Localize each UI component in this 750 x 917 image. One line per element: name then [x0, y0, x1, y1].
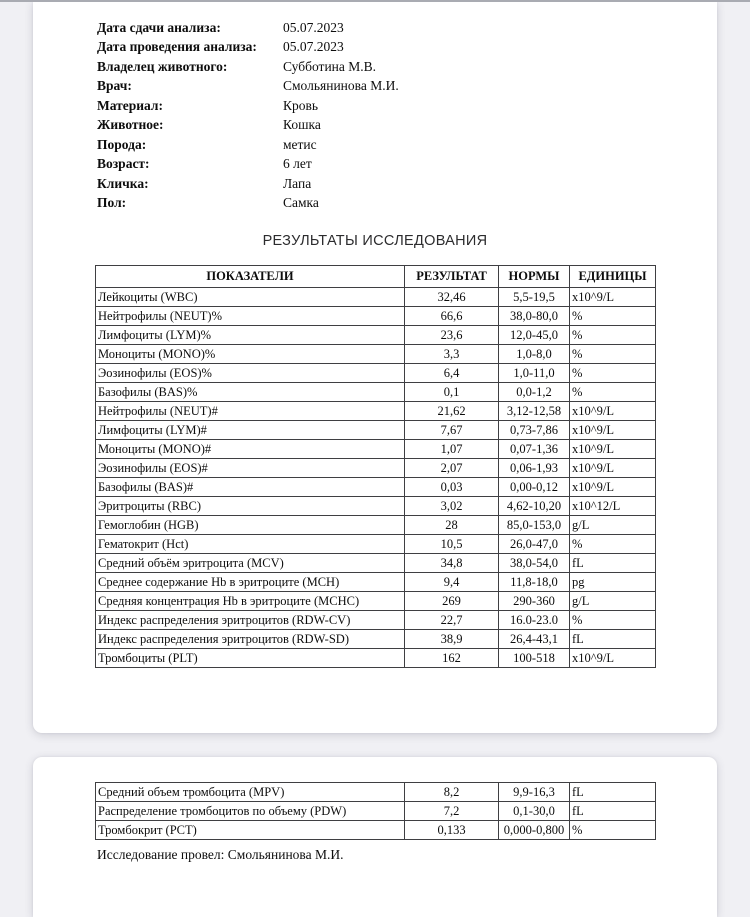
result-cell: 7,67 — [405, 421, 499, 440]
result-cell: 32,46 — [405, 288, 499, 307]
unit-cell: x10^9/L — [570, 478, 656, 497]
result-cell: 2,07 — [405, 459, 499, 478]
result-cell: 9,4 — [405, 573, 499, 592]
table-row — [96, 611, 656, 630]
info-label: Возраст: — [97, 156, 150, 172]
parameter-cell: Тромбоциты (PLT) — [96, 649, 405, 668]
norm-cell: 0,000-0,800 — [499, 821, 570, 840]
unit-cell: % — [570, 611, 656, 630]
parameter-cell: Эритроциты (RBC) — [96, 497, 405, 516]
parameter-cell: Лимфоциты (LYM)% — [96, 326, 405, 345]
unit-cell: x10^9/L — [570, 459, 656, 478]
info-row — [97, 77, 717, 97]
norm-cell: 38,0-80,0 — [499, 307, 570, 326]
unit-cell: g/L — [570, 516, 656, 535]
norm-cell: 38,0-54,0 — [499, 554, 570, 573]
result-cell: 22,7 — [405, 611, 499, 630]
info-value: Самка — [283, 195, 319, 211]
header-units: ЕДИНИЦЫ — [570, 266, 656, 288]
norm-cell: 1,0-11,0 — [499, 364, 570, 383]
info-label: Порода: — [97, 136, 147, 152]
table-row — [96, 288, 656, 307]
norm-cell: 5,5-19,5 — [499, 288, 570, 307]
parameter-cell: Эозинофилы (EOS)# — [96, 459, 405, 478]
table-row — [96, 630, 656, 649]
result-cell: 1,07 — [405, 440, 499, 459]
table-row — [96, 821, 656, 840]
viewport-top-hairline — [0, 0, 750, 2]
results-table-header — [96, 266, 656, 288]
parameter-cell: Эозинофилы (EOS)% — [96, 364, 405, 383]
norm-cell: 100-518 — [499, 649, 570, 668]
parameter-cell: Индекс распределения эритроцитов (RDW-CV) — [96, 611, 405, 630]
norm-cell: 26,0-47,0 — [499, 535, 570, 554]
report-page-2 — [33, 757, 717, 917]
result-cell: 0,03 — [405, 478, 499, 497]
unit-cell: x10^9/L — [570, 649, 656, 668]
table-row — [96, 364, 656, 383]
result-cell: 28 — [405, 516, 499, 535]
performed-by-line: Исследование провел: Смольянинова М.И. — [97, 847, 344, 862]
table-row — [96, 478, 656, 497]
norm-cell: 85,0-153,0 — [499, 516, 570, 535]
parameter-cell: Среднее содержание Hb в эритроците (MCH) — [96, 573, 405, 592]
unit-cell: g/L — [570, 592, 656, 611]
unit-cell: x10^9/L — [570, 421, 656, 440]
result-cell: 10,5 — [405, 535, 499, 554]
result-cell: 3,3 — [405, 345, 499, 364]
unit-cell: fL — [570, 783, 656, 802]
info-label: Материал: — [97, 97, 163, 113]
table-row — [96, 307, 656, 326]
table-row — [96, 592, 656, 611]
table-row — [96, 516, 656, 535]
table-row — [96, 421, 656, 440]
parameter-cell: Базофилы (BAS)% — [96, 383, 405, 402]
parameter-cell: Базофилы (BAS)# — [96, 478, 405, 497]
unit-cell: % — [570, 326, 656, 345]
unit-cell: x10^9/L — [570, 440, 656, 459]
table-row — [96, 573, 656, 592]
table-row — [96, 383, 656, 402]
result-cell: 8,2 — [405, 783, 499, 802]
section-title: РЕЗУЛЬТАТЫ ИССЛЕДОВАНИЯ — [262, 233, 488, 249]
info-label: Дата сдачи анализа: — [97, 19, 221, 35]
results-table — [95, 265, 656, 668]
norm-cell: 0,1-30,0 — [499, 802, 570, 821]
unit-cell: x10^9/L — [570, 288, 656, 307]
parameter-cell: Индекс распределения эритроцитов (RDW-SD) — [96, 630, 405, 649]
norm-cell: 0,06-1,93 — [499, 459, 570, 478]
platelet-table — [95, 782, 656, 840]
result-cell: 3,02 — [405, 497, 499, 516]
result-cell: 21,62 — [405, 402, 499, 421]
table-row — [96, 440, 656, 459]
table-row — [96, 402, 656, 421]
info-row — [97, 96, 717, 116]
parameter-cell: Нейтрофилы (NEUT)# — [96, 402, 405, 421]
info-label: Животное: — [97, 117, 164, 133]
norm-cell: 290-360 — [499, 592, 570, 611]
table-row — [96, 649, 656, 668]
info-value: Лапа — [283, 175, 312, 191]
parameter-cell: Средний объём эритроцита (MCV) — [96, 554, 405, 573]
unit-cell: fL — [570, 630, 656, 649]
unit-cell: % — [570, 345, 656, 364]
unit-cell: fL — [570, 554, 656, 573]
parameter-cell: Гематокрит (Hct) — [96, 535, 405, 554]
result-cell: 23,6 — [405, 326, 499, 345]
norm-cell: 12,0-45,0 — [499, 326, 570, 345]
norm-cell: 1,0-8,0 — [499, 345, 570, 364]
info-label: Врач: — [97, 78, 132, 94]
parameter-cell: Моноциты (MONO)# — [96, 440, 405, 459]
header-indicators: ПОКАЗАТЕЛИ — [96, 266, 405, 288]
unit-cell: x10^12/L — [570, 497, 656, 516]
info-label: Пол: — [97, 195, 127, 211]
norm-cell: 0,00-0,12 — [499, 478, 570, 497]
info-value: Кошка — [283, 117, 321, 133]
parameter-cell: Гемоглобин (HGB) — [96, 516, 405, 535]
norm-cell: 0,07-1,36 — [499, 440, 570, 459]
info-row — [97, 194, 717, 214]
info-value: Кровь — [283, 97, 319, 113]
table-row — [96, 497, 656, 516]
norm-cell: 0,73-7,86 — [499, 421, 570, 440]
report-page-1 — [33, 2, 717, 733]
parameter-cell: Лейкоциты (WBC) — [96, 288, 405, 307]
info-label: Дата проведения анализа: — [97, 39, 257, 55]
unit-cell: % — [570, 535, 656, 554]
table-row — [96, 802, 656, 821]
norm-cell: 26,4-43,1 — [499, 630, 570, 649]
info-value: 05.07.2023 — [283, 39, 344, 55]
info-row — [97, 174, 717, 194]
table-row — [96, 345, 656, 364]
parameter-cell: Распределение тромбоцитов по объему (PDW) — [96, 802, 405, 821]
info-label: Владелец животного: — [97, 58, 228, 74]
unit-cell: % — [570, 383, 656, 402]
info-value: метис — [283, 136, 317, 152]
result-cell: 34,8 — [405, 554, 499, 573]
info-value: Субботина М.В. — [283, 58, 377, 74]
info-value: 6 лет — [283, 156, 312, 172]
parameter-cell: Средний объем тромбоцита (MPV) — [96, 783, 405, 802]
norm-cell: 9,9-16,3 — [499, 783, 570, 802]
header-row — [96, 266, 656, 288]
result-cell: 66,6 — [405, 307, 499, 326]
table-row — [96, 326, 656, 345]
table-row — [96, 783, 656, 802]
result-cell: 6,4 — [405, 364, 499, 383]
unit-cell: % — [570, 364, 656, 383]
parameter-cell: Средняя концентрация Hb в эритроците (MCHC) — [96, 592, 405, 611]
norm-cell: 16.0-23.0 — [499, 611, 570, 630]
unit-cell: % — [570, 307, 656, 326]
norm-cell: 11,8-18,0 — [499, 573, 570, 592]
info-row — [97, 38, 717, 58]
table-row — [96, 535, 656, 554]
result-cell: 7,2 — [405, 802, 499, 821]
norm-cell: 4,62-10,20 — [499, 497, 570, 516]
result-cell: 0,1 — [405, 383, 499, 402]
info-value: 05.07.2023 — [283, 19, 344, 35]
table-row — [96, 459, 656, 478]
info-row — [97, 57, 717, 77]
info-row — [97, 135, 717, 155]
unit-cell: % — [570, 821, 656, 840]
info-value: Смольянинова М.И. — [283, 78, 399, 94]
result-cell: 269 — [405, 592, 499, 611]
parameter-cell: Нейтрофилы (NEUT)% — [96, 307, 405, 326]
patient-info-block — [33, 2, 717, 213]
info-row — [97, 18, 717, 38]
table-row — [96, 554, 656, 573]
parameter-cell: Моноциты (MONO)% — [96, 345, 405, 364]
header-norms: НОРМЫ — [499, 266, 570, 288]
parameter-cell: Лимфоциты (LYM)# — [96, 421, 405, 440]
info-row — [97, 155, 717, 175]
result-cell: 0,133 — [405, 821, 499, 840]
result-cell: 162 — [405, 649, 499, 668]
parameter-cell: Тромбокрит (PCT) — [96, 821, 405, 840]
info-row — [97, 116, 717, 136]
unit-cell: fL — [570, 802, 656, 821]
unit-cell: pg — [570, 573, 656, 592]
header-result: РЕЗУЛЬТАТ — [405, 266, 499, 288]
unit-cell: x10^9/L — [570, 402, 656, 421]
info-label: Кличка: — [97, 175, 149, 191]
norm-cell: 0,0-1,2 — [499, 383, 570, 402]
norm-cell: 3,12-12,58 — [499, 402, 570, 421]
result-cell: 38,9 — [405, 630, 499, 649]
